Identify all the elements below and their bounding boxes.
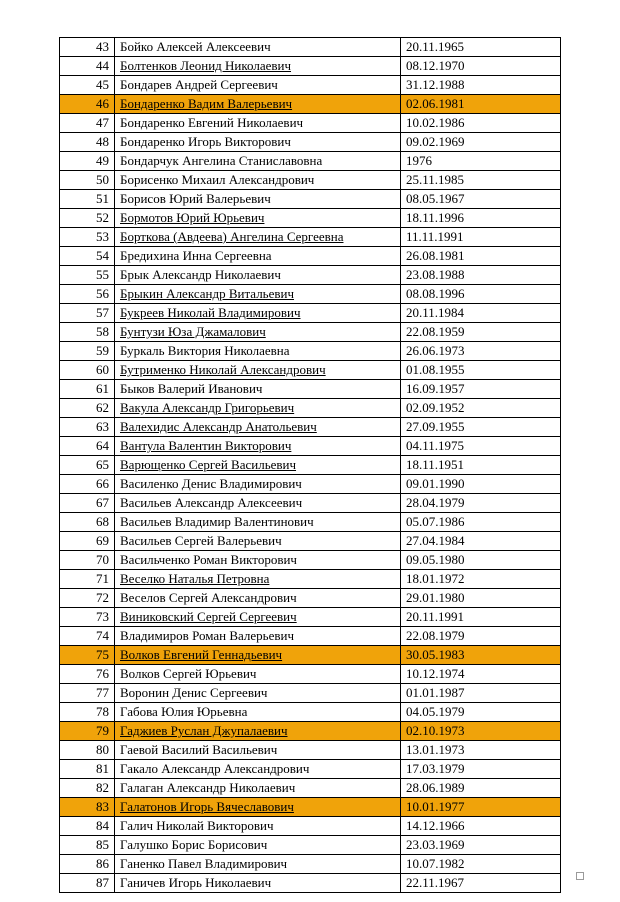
row-number: 60 <box>60 361 115 380</box>
row-number: 56 <box>60 285 115 304</box>
person-name: Борисенко Михаил Александрович <box>115 171 401 190</box>
row-number: 43 <box>60 38 115 57</box>
people-table-body <box>60 38 561 893</box>
table-row <box>60 190 561 209</box>
birth-date: 27.09.1955 <box>401 418 561 437</box>
person-name: Буркаль Виктория Николаевна <box>115 342 401 361</box>
birth-date: 20.11.1984 <box>401 304 561 323</box>
table-row <box>60 247 561 266</box>
birth-date: 23.08.1988 <box>401 266 561 285</box>
birth-date: 22.08.1979 <box>401 627 561 646</box>
table-row <box>60 855 561 874</box>
table-row <box>60 646 561 665</box>
birth-date: 10.02.1986 <box>401 114 561 133</box>
corner-square-icon <box>576 872 584 880</box>
birth-date: 14.12.1966 <box>401 817 561 836</box>
table-row <box>60 513 561 532</box>
table-row <box>60 380 561 399</box>
person-name: Галич Николай Викторович <box>115 817 401 836</box>
row-number: 72 <box>60 589 115 608</box>
birth-date: 02.06.1981 <box>401 95 561 114</box>
person-name-link[interactable]: Бунтузи Юза Джамалович <box>115 323 401 342</box>
birth-date: 26.06.1973 <box>401 342 561 361</box>
table-row <box>60 760 561 779</box>
person-name: Бондаренко Игорь Викторович <box>115 133 401 152</box>
row-number: 54 <box>60 247 115 266</box>
birth-date: 17.03.1979 <box>401 760 561 779</box>
row-number: 71 <box>60 570 115 589</box>
table-row <box>60 551 561 570</box>
person-name-link[interactable]: Вантула Валентин Викторович <box>115 437 401 456</box>
person-name-link[interactable]: Бутрименко Николай Александрович <box>115 361 401 380</box>
table-row <box>60 342 561 361</box>
birth-date: 04.11.1975 <box>401 437 561 456</box>
table-row <box>60 323 561 342</box>
person-name: Галушко Борис Борисович <box>115 836 401 855</box>
birth-date: 25.11.1985 <box>401 171 561 190</box>
people-table <box>59 37 561 893</box>
birth-date: 05.07.1986 <box>401 513 561 532</box>
birth-date: 09.05.1980 <box>401 551 561 570</box>
row-number: 47 <box>60 114 115 133</box>
person-name: Гаевой Василий Васильевич <box>115 741 401 760</box>
person-name-link[interactable]: Букреев Николай Владимирович <box>115 304 401 323</box>
row-number: 83 <box>60 798 115 817</box>
birth-date: 16.09.1957 <box>401 380 561 399</box>
birth-date: 13.01.1973 <box>401 741 561 760</box>
table-row <box>60 494 561 513</box>
person-name: Бондарчук Ангелина Станиславовна <box>115 152 401 171</box>
row-number: 57 <box>60 304 115 323</box>
birth-date: 29.01.1980 <box>401 589 561 608</box>
row-number: 48 <box>60 133 115 152</box>
row-number: 79 <box>60 722 115 741</box>
table-row <box>60 532 561 551</box>
person-name-link[interactable]: Волков Евгений Геннадьевич <box>115 646 401 665</box>
table-row <box>60 152 561 171</box>
table-row <box>60 76 561 95</box>
table-row <box>60 285 561 304</box>
table-row <box>60 38 561 57</box>
table-row <box>60 133 561 152</box>
table-row <box>60 722 561 741</box>
table-row <box>60 475 561 494</box>
person-name: Васильев Сергей Валерьевич <box>115 532 401 551</box>
row-number: 70 <box>60 551 115 570</box>
person-name: Васильченко Роман Викторович <box>115 551 401 570</box>
table-row <box>60 741 561 760</box>
person-name-link[interactable]: Виниковский Сергей Сергеевич <box>115 608 401 627</box>
person-name-link[interactable]: Валехидис Александр Анатольевич <box>115 418 401 437</box>
row-number: 44 <box>60 57 115 76</box>
row-number: 73 <box>60 608 115 627</box>
row-number: 69 <box>60 532 115 551</box>
row-number: 63 <box>60 418 115 437</box>
table-row <box>60 456 561 475</box>
birth-date: 27.04.1984 <box>401 532 561 551</box>
person-name: Владимиров Роман Валерьевич <box>115 627 401 646</box>
birth-date: 20.11.1965 <box>401 38 561 57</box>
row-number: 51 <box>60 190 115 209</box>
table-row <box>60 836 561 855</box>
table-row <box>60 209 561 228</box>
birth-date: 08.05.1967 <box>401 190 561 209</box>
person-name-link[interactable]: Бондаренко Вадим Валерьевич <box>115 95 401 114</box>
row-number: 45 <box>60 76 115 95</box>
row-number: 87 <box>60 874 115 893</box>
row-number: 76 <box>60 665 115 684</box>
table-row <box>60 418 561 437</box>
row-number: 58 <box>60 323 115 342</box>
table-row <box>60 304 561 323</box>
person-name: Борисов Юрий Валерьевич <box>115 190 401 209</box>
person-name: Воронин Денис Сергеевич <box>115 684 401 703</box>
person-name-link[interactable]: Галатонов Игорь Вячеславович <box>115 798 401 817</box>
person-name-link[interactable]: Веселко Наталья Петровна <box>115 570 401 589</box>
table-row <box>60 703 561 722</box>
person-name: Бойко Алексей Алексеевич <box>115 38 401 57</box>
row-number: 62 <box>60 399 115 418</box>
row-number: 81 <box>60 760 115 779</box>
person-name: Бондарев Андрей Сергеевич <box>115 76 401 95</box>
birth-date: 26.08.1981 <box>401 247 561 266</box>
birth-date: 10.12.1974 <box>401 665 561 684</box>
birth-date: 22.08.1959 <box>401 323 561 342</box>
birth-date: 30.05.1983 <box>401 646 561 665</box>
birth-date: 31.12.1988 <box>401 76 561 95</box>
row-number: 55 <box>60 266 115 285</box>
row-number: 82 <box>60 779 115 798</box>
table-row <box>60 171 561 190</box>
table-row <box>60 361 561 380</box>
birth-date: 04.05.1979 <box>401 703 561 722</box>
row-number: 86 <box>60 855 115 874</box>
person-name: Быков Валерий Иванович <box>115 380 401 399</box>
person-name-link[interactable]: Брыкин Александр Витальевич <box>115 285 401 304</box>
birth-date: 22.11.1967 <box>401 874 561 893</box>
birth-date: 1976 <box>401 152 561 171</box>
person-name: Бондаренко Евгений Николаевич <box>115 114 401 133</box>
birth-date: 11.11.1991 <box>401 228 561 247</box>
table-row <box>60 95 561 114</box>
table-row <box>60 684 561 703</box>
row-number: 84 <box>60 817 115 836</box>
birth-date: 10.01.1977 <box>401 798 561 817</box>
table-row <box>60 874 561 893</box>
birth-date: 10.07.1982 <box>401 855 561 874</box>
birth-date: 08.08.1996 <box>401 285 561 304</box>
person-name: Васильев Владимир Валентинович <box>115 513 401 532</box>
person-name: Гакало Александр Александрович <box>115 760 401 779</box>
table-row <box>60 57 561 76</box>
row-number: 49 <box>60 152 115 171</box>
table-row <box>60 114 561 133</box>
table-row <box>60 228 561 247</box>
row-number: 53 <box>60 228 115 247</box>
table-row <box>60 779 561 798</box>
birth-date: 09.02.1969 <box>401 133 561 152</box>
row-number: 74 <box>60 627 115 646</box>
row-number: 61 <box>60 380 115 399</box>
table-row <box>60 665 561 684</box>
person-name-link[interactable]: Гаджиев Руслан Джупалаевич <box>115 722 401 741</box>
table-row <box>60 589 561 608</box>
row-number: 65 <box>60 456 115 475</box>
row-number: 64 <box>60 437 115 456</box>
row-number: 50 <box>60 171 115 190</box>
person-name: Василенко Денис Владимирович <box>115 475 401 494</box>
table-row <box>60 570 561 589</box>
row-number: 59 <box>60 342 115 361</box>
person-name: Веселов Сергей Александрович <box>115 589 401 608</box>
birth-date: 23.03.1969 <box>401 836 561 855</box>
row-number: 68 <box>60 513 115 532</box>
table-row <box>60 608 561 627</box>
person-name-link[interactable]: Варющенко Сергей Васильевич <box>115 456 401 475</box>
person-name: Габова Юлия Юрьевна <box>115 703 401 722</box>
row-number: 67 <box>60 494 115 513</box>
birth-date: 18.01.1972 <box>401 570 561 589</box>
table-row <box>60 817 561 836</box>
table-row <box>60 399 561 418</box>
table-row <box>60 437 561 456</box>
birth-date: 18.11.1996 <box>401 209 561 228</box>
person-name: Волков Сергей Юрьевич <box>115 665 401 684</box>
birth-date: 18.11.1951 <box>401 456 561 475</box>
row-number: 66 <box>60 475 115 494</box>
person-name: Брык Александр Николаевич <box>115 266 401 285</box>
person-name: Ганичев Игорь Николаевич <box>115 874 401 893</box>
birth-date: 01.08.1955 <box>401 361 561 380</box>
birth-date: 02.10.1973 <box>401 722 561 741</box>
person-name-link[interactable]: Болтенков Леонид Николаевич <box>115 57 401 76</box>
birth-date: 09.01.1990 <box>401 475 561 494</box>
table-row <box>60 798 561 817</box>
row-number: 77 <box>60 684 115 703</box>
birth-date: 28.06.1989 <box>401 779 561 798</box>
row-number: 85 <box>60 836 115 855</box>
row-number: 75 <box>60 646 115 665</box>
row-number: 80 <box>60 741 115 760</box>
person-name: Васильев Александр Алексеевич <box>115 494 401 513</box>
table-row <box>60 627 561 646</box>
person-name: Ганенко Павел Владимирович <box>115 855 401 874</box>
person-name: Бредихина Инна Сергеевна <box>115 247 401 266</box>
person-name-link[interactable]: Борткова (Авдеева) Ангелина Сергеевна <box>115 228 401 247</box>
birth-date: 02.09.1952 <box>401 399 561 418</box>
row-number: 46 <box>60 95 115 114</box>
row-number: 78 <box>60 703 115 722</box>
birth-date: 01.01.1987 <box>401 684 561 703</box>
birth-date: 28.04.1979 <box>401 494 561 513</box>
birth-date: 20.11.1991 <box>401 608 561 627</box>
person-name: Галаган Александр Николаевич <box>115 779 401 798</box>
person-name-link[interactable]: Бормотов Юрий Юрьевич <box>115 209 401 228</box>
person-name-link[interactable]: Вакула Александр Григорьевич <box>115 399 401 418</box>
row-number: 52 <box>60 209 115 228</box>
table-row <box>60 266 561 285</box>
birth-date: 08.12.1970 <box>401 57 561 76</box>
